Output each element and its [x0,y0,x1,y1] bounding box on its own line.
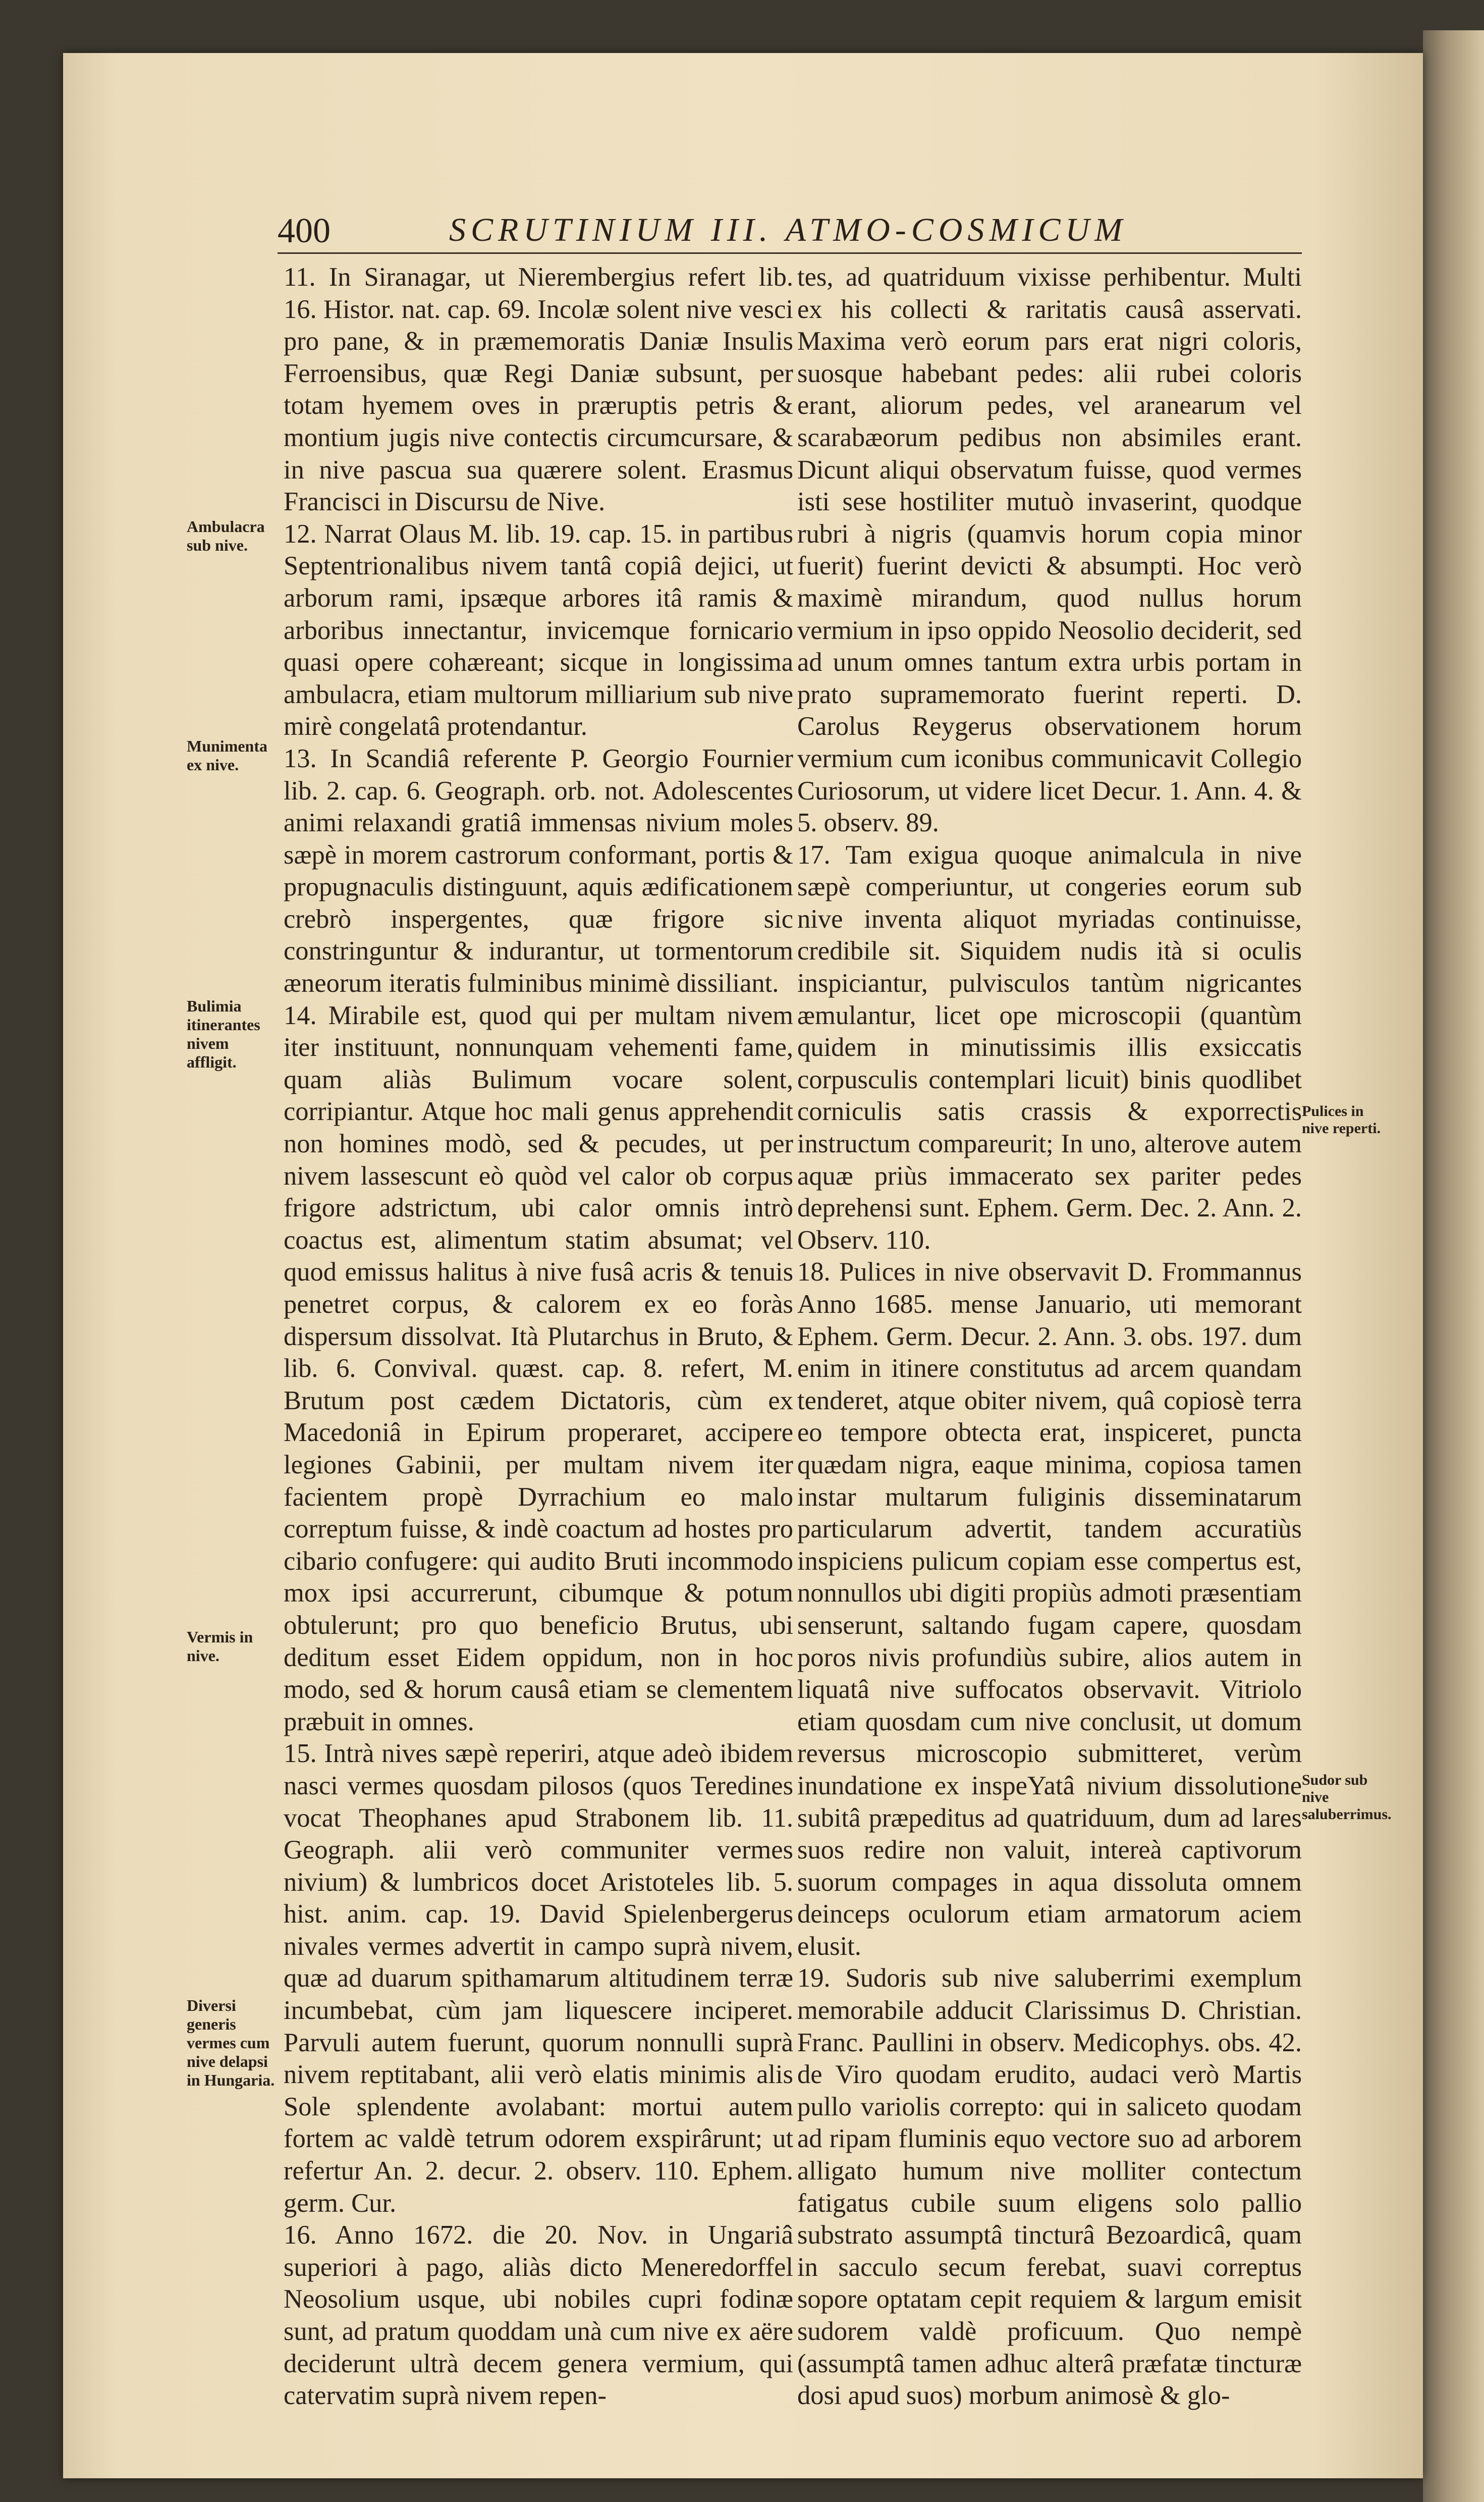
margin-note-bulimia: Bulimia itinerantes nivem affligit. [187,997,260,1071]
paragraph-15: 15. Intrà nives sæpè reperiri, atque adeò ibidem nasci vermes quosdam pilosos (quos Teredines vocat Theophanes apud Strabonem lib. 11. Geograph. alii verò communiter vermes nivium) & lumbricos docet Aristoteles lib. 5. hist. anim. cap. 19. David Spielenbergerus nivales vermes advertit in campo suprà nivem, quæ ad duarum spithamarum altitudinem terræ incumbebat, cùm jam liquescere inciperet. Parvuli autem fuerunt, quorum nonnulli suprà nivem reptitabant, alii verò elatis minimis alis Sole splendente avolabant: mortui autem fortem ac valdè tetrum odorem exspirârunt; ut refertur An. 2. decur. 2. observ. 110. Ephem. germ. Cur. [284,1739,793,2218]
margin-note-pulices: Pulices in nive reperti. [1302,1103,1381,1137]
paragraph-17: 17. Tam exigua quoque animalcula in nive sæpè comperiuntur, ut congeries eorum sub nive inventa aliquot myriadas continuisse, credibile sit. Siquidem nudis ità si oculis inspiciantur, pulvisculos tantùm nigricantes æmulantur, licet ope microscopii (quantùm quidem in minutissimis illis exsiccatis corpusculis contemplari licuit) binis quodlibet corniculis satis crassis & exporrectis instructum compareurit; In uno, alterove autem aquæ priùs immacerato sex pariter pedes deprehensi sunt. Ephem. Germ. Dec. 2. Ann. 2. Observ. 110. [797,840,1302,1255]
left-column [284,261,793,2411]
page-number: 400 [278,211,331,250]
margin-note-ambulacra: Ambulacra sub nive. [187,517,265,554]
running-head: SCRUTINIUM III. ATMO-COSMICUM [449,211,1128,248]
margin-note-sudor: Sudor sub nive saluberrimus. [1302,1772,1392,1823]
margin-note-vermis: Vermis in nive. [187,1628,253,1665]
page-header [278,211,1327,256]
paragraph-11: 11. In Siranagar, ut Nierembergius refert lib. 16. Histor. nat. cap. 69. Incolæ solent nive vesci pro pane, & in præmemoratis Daniæ Insulis Ferroensibus, quæ Regi Daniæ subsunt, per totam hyemem oves in præruptis petris & montium jugis nive contectis circumcursare, & in nive pascua sua quærere solent. Erasmus Francisci in Discursu de Nive. [284,262,793,517]
margin-note-diversi: Diversi generis vermes cum nive delapsi in Hungaria. [187,1996,275,2089]
paragraph-14: 14. Mirabile est, quod qui per multam nivem iter instituunt, nonnunquam vehementi fame, quam aliàs Bulimum vocare solent, corripiantur. Atque hoc mali genus apprehendit non homines modò, sed & pecudes, ut per nivem lassescunt eò quòd vel calor ob corpus frigore adstrictum, ubi calor omnis intrò coactus est, alimentum statim absumat; vel quod emissus halitus à nive fusâ acris & tenuis penetret corpus, & calorem ex eo foràs dispersum dissolvat. Ità Plutarchus in Bruto, & lib. 6. Convival. quæst. cap. 8. refert, M. Brutum post cædem Dictatoris, cùm ex Macedoniâ in Epirum properaret, accipere legiones Gabinii, per multam nivem iter facientem propè Dyrrachium eo malo correptum fuisse, & indè coactum ad hostes pro cibario confugere: qui audito Bruti incommodo mox ipsi accurrerunt, cibumque & potum obtulerunt; pro quo beneficio Brutus, ubi deditum esset Eidem oppidum, non in hoc modo, sed & horum causâ etiam se clementem præbuit in omnes. [284,1000,793,1736]
right-column [797,261,1302,2411]
paragraph-16: 16. Anno 1672. die 20. Nov. in Ungariâ superiori à pago, aliàs dicto Meneredorffel Neosolium usque, ubi nobiles cupri fodinæ sunt, ad pratum quoddam unà cum nive ex aëre deciderunt ultrà decem genera vermium, qui catervatim suprà nivem repen- [284,2220,793,2411]
paragraph-19: 19. Sudoris sub nive saluberrimi exemplum memorabile adducit Clarissimus D. Christian. Franc. Paullini in observ. Medicophys. obs. 42. de Viro quodam erudito, audaci verò Martis pullo variolis correpto: qui in saliceto quodam ad ripam fluminis equo vectore suo ad arborem alligato humum nive molliter contectum fatigatus cubile suum eligens solo pallio substrato assumptâ tincturâ Bezoardicâ, quam in sacculo secum ferebat, suavi correptus sopore optatam cepit requiem & largum emisit sudorem valdè proficuum. Quo nempè (assumptâ tamen adhuc alterâ præfatæ tincturæ dosi apud suos) morbum animosè & glo- [797,1963,1302,2411]
paragraph-13: 13. In Scandiâ referente P. Georgio Fournier lib. 2. cap. 6. Geograph. orb. not. Adolescentes animi relaxandi gratiâ immensas nivium moles sæpè in morem castrorum conformant, portis & propugnaculis distinguunt, aquis ædificationem crebrò inspergentes, quæ frigore sic constringuntur & indurantur, ut tormentorum æneorum iteratis fulminibus minimè dissiliant. [284,743,793,998]
paragraph-12: 12. Narrat Olaus M. lib. 19. cap. 15. in partibus Septentrionalibus nivem tantâ copiâ dejici, ut arborum rami, ipsæque arbores itâ ramis & arboribus innectantur, invicemque fornicario quasi opere cohæreant; sicque in longissima ambulacra, etiam multorum milliarium sub nive mirè congelatâ protendantur. [284,519,793,741]
paragraph-16-cont: tes, ad quatriduum vixisse perhibentur. Multi ex his collecti & raritatis causâ asservati. Maxima verò eorum pars erat nigri coloris, suosque habebant pedes: alii rubei coloris erant, aliorum pedes, vel aranearum vel scarabæorum pedibus non absimiles erant. Dicunt aliqui observatum fuisse, quod vermes isti sese hostiliter mutuò invaserint, quodque rubri à nigris (quamvis horum copia minor fuerit) fuerint devicti & absumpti. Hoc verò maximè mirandum, quod nullus horum vermium in ipso oppido Neosolio deciderit, sed ad unum omnes tantum extra urbis portam in prato supramemorato fuerint reperti. D. Carolus Reygerus observationem horum vermium cum iconibus communicavit Collegio Curiosorum, ut videre licet Decur. 1. Ann. 4. & 5. observ. 89. [797,262,1302,838]
facing-page-edge [1423,30,1484,2502]
margin-note-munimenta: Munimenta ex nive. [187,737,267,774]
paragraph-18: 18. Pulices in nive observavit D. Frommannus Anno 1685. mense Januario, uti memorant Ephem. Germ. Decur. 2. Ann. 3. obs. 197. dum enim in itinere constitutus ad arcem quandam tenderet, atque obiter nivem, quâ copiosè terra eo tempore obtecta erat, inspiceret, puncta quædam nigra, eaque minima, copiosa tamen instar multarum fuliginis disseminatarum particularum advertit, tandem accuratiùs inspiciens pulicum copiam esse compertus est, nonnullos ubi digiti propiùs admoti præsentiam senserunt, saltando fugam capere, quosdam poros nivis profundiùs subire, alios autem in liquatâ nive suffocatos observavit. Vitriolo etiam quosdam cum nive conclusit, ut domum reversus microscopio submitteret, verùm inundatione ex inspeYatâ nivium dissolutione subitâ præpeditus ad quatriduum, dum ad lares suos redire non valuit, intereà captivorum suorum compages in aqua dissoluta omnem deinceps oculorum etiam armatorum aciem elusit. [797,1257,1302,1961]
header-rule [278,252,1302,254]
